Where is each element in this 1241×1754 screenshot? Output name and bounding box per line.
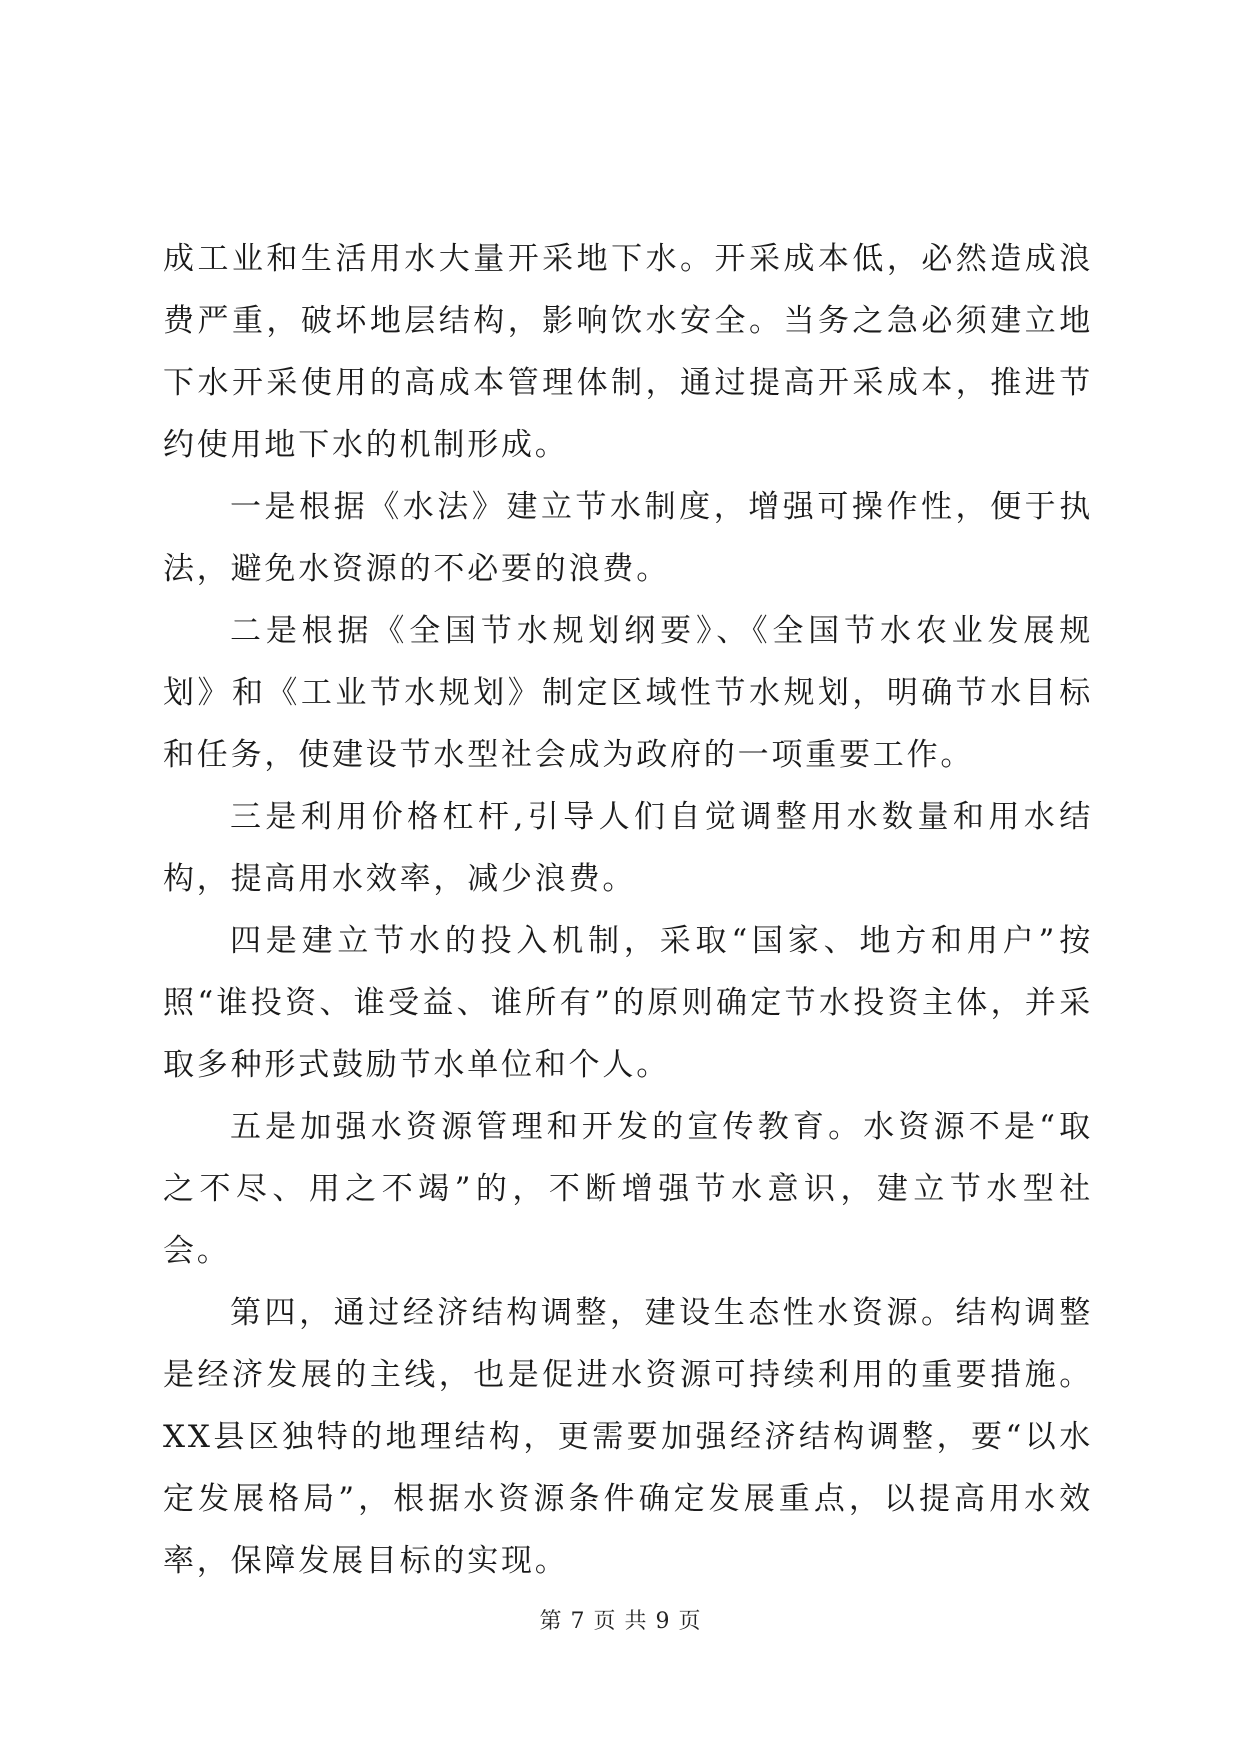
page-number-footer: 第 7 页 共 9 页	[539, 1609, 702, 1634]
paragraph-point-five: 五是加强水资源管理和开发的宣传教育。水资源不是“取之不尽、用之不竭”的，不断增强节水意识，建立节水型社会。	[163, 1109, 1093, 1269]
paragraph-point-four: 四是建立节水的投入机制，采取“国家、地方和用户”按照“谁投资、谁受益、谁所有”的原则确定节水投资主体，并采取多种形式鼓励节水单位和个人。	[163, 923, 1093, 1083]
paragraph-point-three: 三是利用价格杠杆,引导人们自觉调整用水数量和用水结构，提高用水效率，减少浪费。	[163, 799, 1093, 897]
paragraph-point-two: 二是根据《全国节水规划纲要》、《全国节水农业发展规划》和《工业节水规划》制定区域性节水规划，明确节水目标和任务，使建设节水型社会成为政府的一项重要工作。	[163, 613, 1093, 773]
paragraph-point-one: 一是根据《水法》建立节水制度，增强可操作性，便于执法，避免水资源的不必要的浪费。	[163, 489, 1093, 587]
document-body	[163, 228, 1093, 1592]
paragraph-continuation: 成工业和生活用水大量开采地下水。开采成本低，必然造成浪费严重，破坏地层结构，影响饮水安全。当务之急必须建立地下水开采使用的高成本管理体制，通过提高开采成本，推进节约使用地下水的机制形成。	[163, 241, 1093, 463]
paragraph-section-four: 第四，通过经济结构调整，建设生态性水资源。结构调整是经济发展的主线，也是促进水资源可持续利用的重要措施。XX县区独特的地理结构，更需要加强经济结构调整，要“以水定发展格局”，根据水资源条件确定发展重点，以提高用水效率，保障发展目标的实现。	[163, 1295, 1093, 1579]
